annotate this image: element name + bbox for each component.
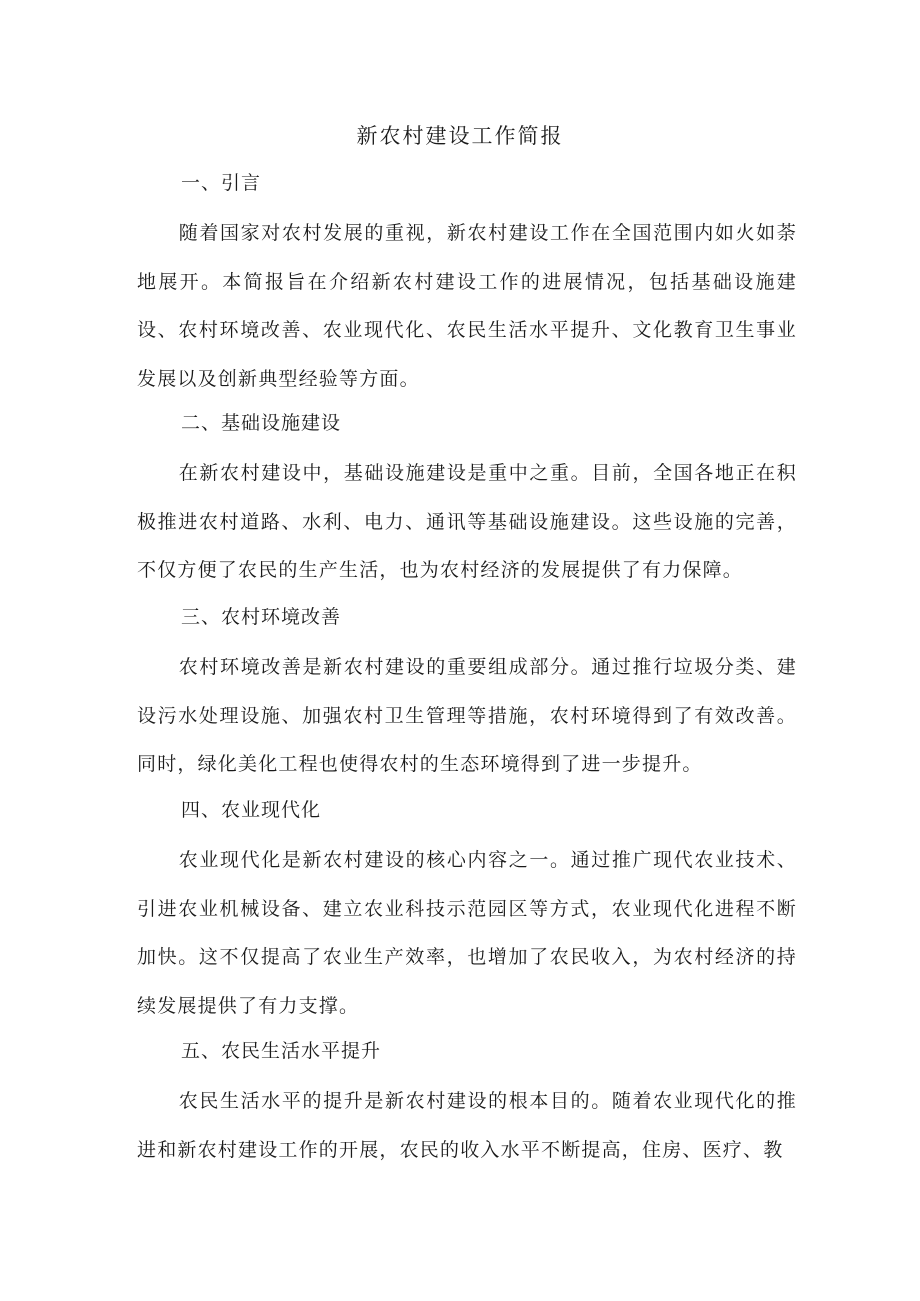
section-heading-living-standard: 五、农民生活水平提升 [181,1040,382,1062]
paragraph-environment: 农村环境改善是新农村建设的重要组成部分。通过推行垃圾分类、建设污水处理设施、加强农村卫生管理等措施，农村环境得到了有效改善。同时，绿化美化工程也使得农村的生态环境得到了进一步提升。 [137,656,797,775]
paragraph-agriculture-modernization: 农业现代化是新农村建设的核心内容之一。通过推广现代农业技术、引进农业机械设备、建立农业科技示范园区等方式，农业现代化进程不断加快。这不仅提高了农业生产效率，也增加了农民收入，为农村经济的持续发展提供了有力支撑。 [137,849,797,1017]
document-title: 新农村建设工作简报 [356,124,564,148]
paragraph-living-standard: 农民生活水平的提升是新农村建设的根本目的。随着农业现代化的推进和新农村建设工作的开展，农民的收入水平不断提高，住房、医疗、教 [137,1090,797,1161]
section-heading-agriculture-modernization: 四、农业现代化 [181,799,322,821]
section-heading-environment: 三、农村环境改善 [181,606,342,628]
paragraph-introduction: 随着国家对农村发展的重视，新农村建设工作在全国范围内如火如荼地展开。本简报旨在介绍新农村建设工作的进展情况，包括基础设施建设、农村环境改善、农业现代化、农民生活水平提升、文化教育卫生事业发展以及创新典型经验等方面。 [137,222,797,390]
section-heading-introduction: 一、引言 [181,172,262,194]
section-heading-infrastructure: 二、基础设施建设 [181,412,342,434]
paragraph-infrastructure: 在新农村建设中，基础设施建设是重中之重。目前，全国各地正在积极推进农村道路、水利、电力、通讯等基础设施建设。这些设施的完善，不仅方便了农民的生产生活，也为农村经济的发展提供了有力保障。 [137,462,797,581]
